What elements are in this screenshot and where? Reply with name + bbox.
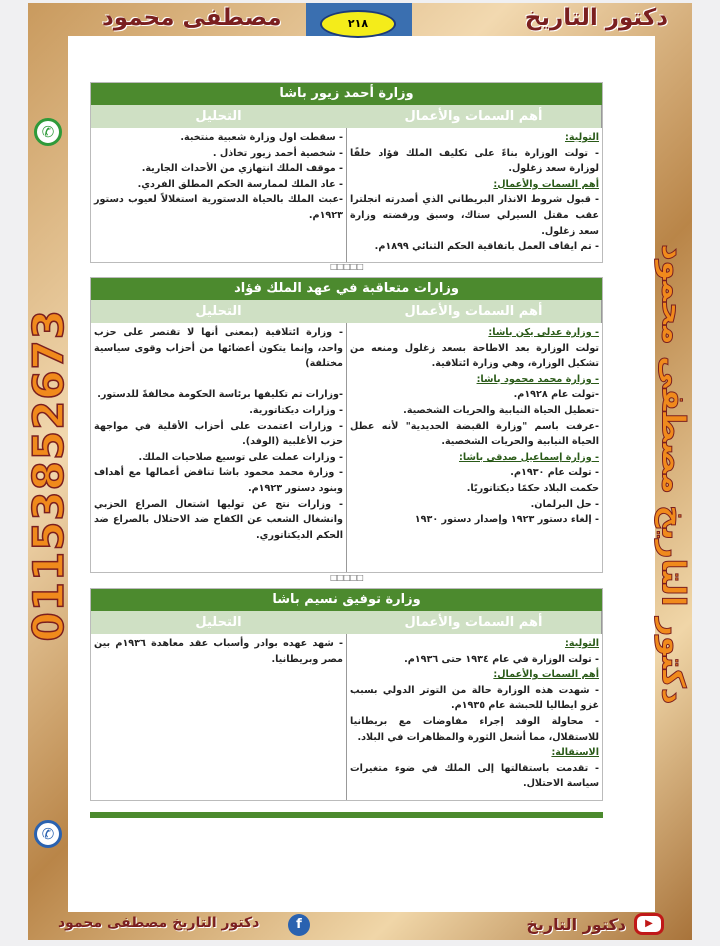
section-heading: الاستقالة: — [551, 747, 599, 759]
feature-line: - قبول شروط الانذار البريطاني الذي أصدرته انجلترا عقب مقتل السيرلي ستاك، وسبق ورفضته وزارة سعد زغلول. — [350, 194, 599, 237]
analysis-line: - وزارات اعتمدت على أحزاب الأقلية في مواجهة حزب الأغلبية (الوفد). — [94, 420, 343, 448]
features-column — [347, 128, 602, 262]
analysis-column — [91, 323, 347, 572]
analysis-line: - وزارة ائتلافية (بمعنى أنها لا تقتصر على حزب واحد، وإنما يتكون أعضائها من أحزاب وقوى سياسية مختلفة) — [94, 327, 343, 370]
analysis-line: - عاد الملك لممارسة الحكم المطلق الفردي. — [137, 178, 343, 190]
table-successive-ministries — [90, 277, 603, 573]
bottom-divider — [90, 812, 603, 818]
youtube-icon: ▶ — [634, 913, 664, 935]
feature-line: - إلغاء دستور ١٩٢٣ وإصدار دستور ١٩٣٠ — [414, 514, 599, 526]
table-title: وزارات متعاقبة في عهد الملك فؤاد — [91, 278, 602, 300]
feature-line: - تولت الوزارة في عام ١٩٣٤ حتى ١٩٣٦م. — [404, 653, 599, 665]
header-analysis: التحليل — [195, 304, 242, 319]
feature-line: - شهدت هذه الوزارة حالة من التوتر الدولي بسبب غزو ايطاليا للحبشة عام ١٩٣٥م. — [350, 684, 599, 712]
table-tawfiq-nasim — [90, 588, 603, 801]
feature-line: - محاولة الوفد إجراء مفاوضات مع بريطانيا للاستقلال، مما أشعل الثورة والمظاهرات في البلاد. — [350, 715, 599, 743]
separator: □□□□□ — [330, 573, 363, 582]
header-analysis: التحليل — [195, 615, 242, 630]
analysis-line: - وزارات عملت على توسيع صلاحيات الملك. — [138, 451, 343, 463]
side-title-vertical — [655, 36, 692, 912]
section-heading: أهم السمات والأعمال: — [493, 669, 599, 681]
section-heading: التولية: — [565, 132, 599, 143]
analysis-line — [94, 372, 343, 388]
header-features: أهم السمات والأعمال — [346, 300, 602, 323]
table-header — [91, 105, 602, 128]
section-heading: - وزارة إسماعيل صدقي باشا: — [459, 451, 599, 463]
table-title: وزارة توفيق نسيم باشا — [91, 589, 602, 611]
table-ahmed-ziwar — [90, 82, 603, 263]
analysis-line: -وزارات تم تكليفها برئاسة الحكومة مخالفةً للدستور. — [97, 389, 343, 401]
phone-icon: ✆ — [34, 820, 62, 848]
facebook-icon: f — [288, 914, 310, 936]
header-features: أهم السمات والأعمال — [346, 611, 602, 634]
feature-line: حكمت البلاد حكمًا ديكتاتوريًا. — [466, 482, 599, 494]
feature-line: -عرفت باسم "وزارة القبضة الحديدية" لأنه عطل الحياة النيابية والحريات الشخصية. — [350, 420, 599, 448]
feature-line: - تقدمت باستقالتها إلى الملك في ضوء متغيرات سياسة الاحتلال. — [350, 762, 599, 790]
table-header — [91, 611, 602, 634]
analysis-line: - موقف الملك انتهازي من الأحداث الجارية. — [141, 163, 343, 175]
analysis-line: - سقطت اول وزارة شعبية منتخبة. — [180, 132, 343, 143]
analysis-line: - وزارات ديكتاتورية. — [249, 404, 343, 416]
feature-line: - حل البرلمان. — [530, 498, 599, 510]
facebook-page-text: دكتور التاريخ مصطفى محمود — [58, 915, 260, 931]
whatsapp-icon: ✆ — [34, 118, 62, 146]
table-body — [91, 634, 602, 800]
table-header — [91, 300, 602, 323]
analysis-line: - شخصية أحمد زيور تخاذل . — [212, 147, 343, 159]
page-number: ٢١٨ — [320, 10, 396, 38]
youtube-channel-text: دكتور التاريخ — [526, 915, 626, 934]
analysis-line: - وزارات نتج عن توليها اشتعال الصراع الحزبي وانشغال الشعب عن الكفاح ضد الاحتلال بالصراع ضد الحكم الديكتاتوري. — [94, 498, 343, 541]
analysis-column — [91, 634, 347, 800]
section-heading: - وزارة محمد محمود باشا: — [476, 373, 599, 385]
section-heading: التولية: — [565, 638, 599, 649]
phone-number-vertical — [23, 155, 73, 795]
footer-banner — [28, 912, 692, 940]
feature-line: - تم ايقاف العمل باتفاقية الحكم الثنائي ١٨٩٩م. — [374, 241, 599, 253]
table-body — [91, 323, 602, 572]
analysis-line: - شهد عهده بوادر وأسباب عقد معاهدة ١٩٣٦م بين مصر وبريطانيا. — [94, 638, 343, 665]
feature-line: -تعطيل الحياة النيابية والحريات الشخصية. — [403, 404, 599, 416]
table-title: وزارة أحمد زيور باشا — [91, 83, 602, 105]
section-heading: أهم السمات والأعمال: — [493, 178, 599, 190]
section-heading: - وزارة عدلي يكن باشا: — [488, 327, 599, 338]
analysis-column — [91, 128, 347, 262]
table-body — [91, 128, 602, 262]
phone-number: 01153852673 — [23, 308, 73, 642]
side-title: دكتور التاريخ مصطفى محمود — [654, 243, 693, 705]
analysis-line: -عبث الملك بالحياة الدستورية استغلالاً لعيوب دستور ١٩٢٣م. — [94, 194, 343, 221]
feature-line: -تولت عام ١٩٢٨م. — [513, 389, 599, 401]
feature-line: - تولت الوزارة بناءً على تكليف الملك فؤاد خلفًا لوزارة سعد زغلول. — [350, 147, 599, 175]
features-column — [347, 323, 602, 572]
header-features: أهم السمات والأعمال — [346, 105, 602, 128]
header-analysis: التحليل — [195, 109, 242, 124]
separator: □□□□□ — [330, 262, 363, 271]
analysis-line: - وزارة محمد محمود باشا تناقض أعمالها مع أهداف وبنود دستور ١٩٢٣م. — [94, 467, 343, 494]
header-title-right: دكتور التاريخ — [524, 5, 668, 31]
feature-line: - تولت عام ١٩٣٠م. — [510, 467, 599, 479]
features-column — [347, 634, 602, 800]
header-title-left: مصطفى محمود — [102, 5, 282, 31]
feature-line: تولت الوزارة بعد الاطاحة بسعد زغلول ومنعه من تشكيل الوزارة، وهي وزارة ائتلافية. — [350, 342, 599, 370]
